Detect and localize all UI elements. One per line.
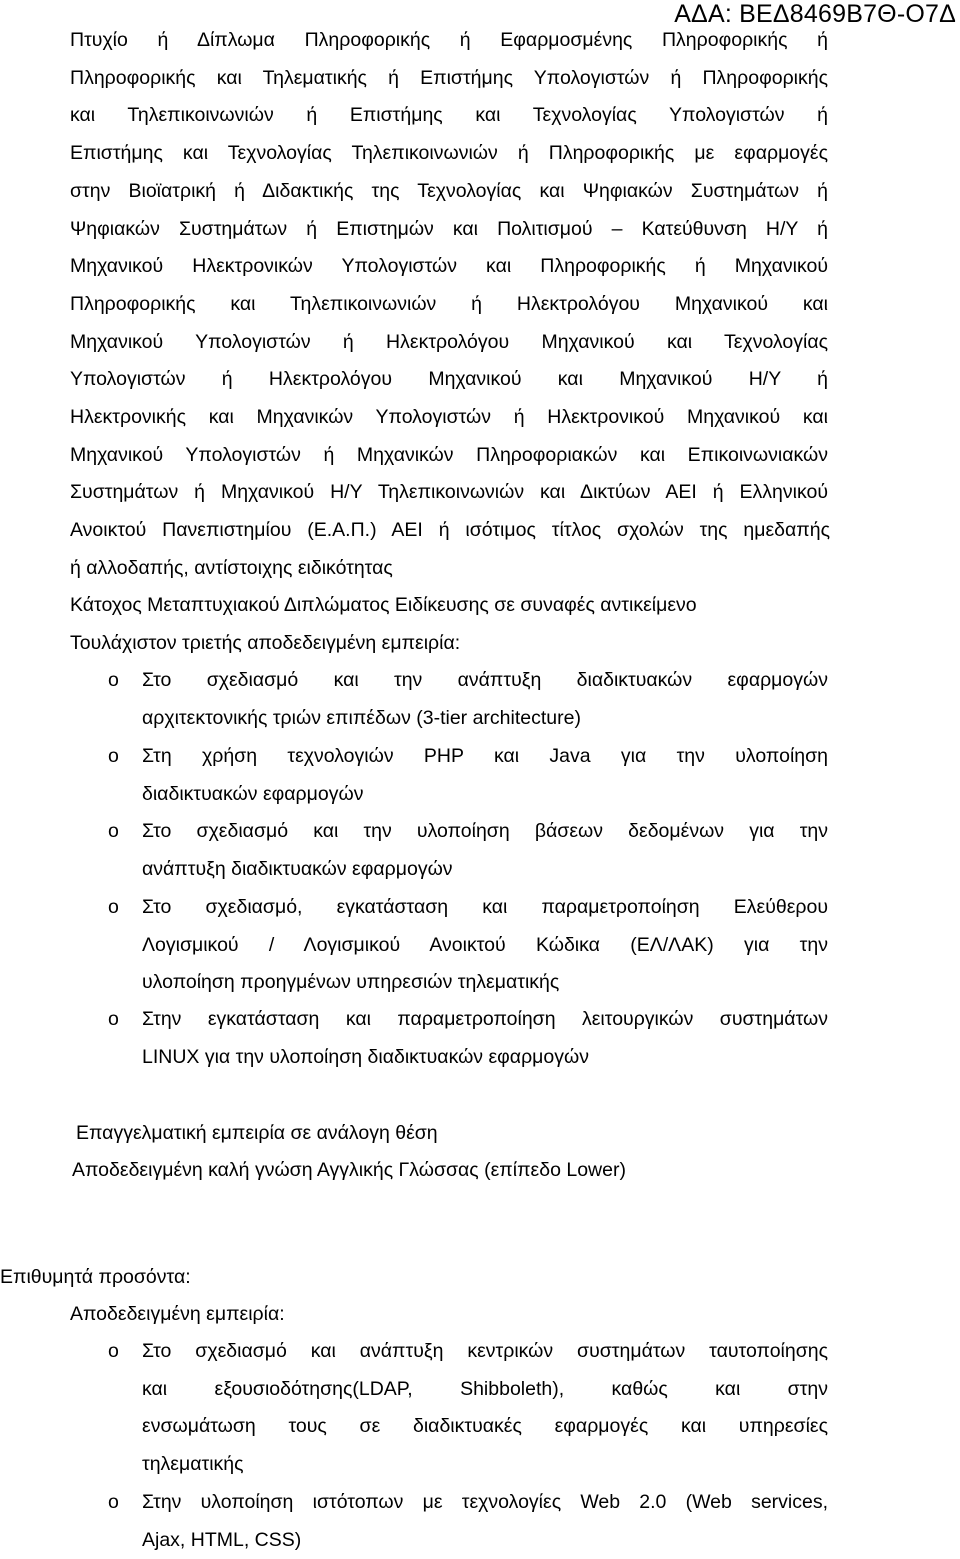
experience-item [108,813,828,889]
paragraph-line: ή αλλοδαπής, αντίστοιχης ειδικότητας [70,556,393,579]
item-line: Στην εγκατάσταση και παραμετροποίηση λειτουργικών συστημάτων [142,1008,828,1030]
bullet-mark: o [108,1491,119,1513]
desired-experience-heading: Αποδεδειγμένη εμπειρία: [70,1303,285,1325]
masters-requirement: Κάτοχος Μεταπτυχιακού Διπλώματος Ειδίκευσης σε συναφές αντικείμενο [70,594,697,616]
paragraph-line: Πληροφορικής και Τηλεματικής ή Επιστήμης Υπολογιστών ή Πληροφορικής [70,66,828,89]
item-line: Στο σχεδιασμό και την ανάπτυξη διαδικτυακών εφαρμογών [142,669,828,691]
item-line: LINUX για την υλοποίηση διαδικτυακών εφαρμογών [142,1045,589,1068]
paragraph-line: Ψηφιακών Συστημάτων ή Επιστημών και Πολιτισμού – Κατεύθυνση Η/Υ ή [70,217,828,240]
item-line: ανάπτυξη διαδικτυακών εφαρμογών [142,857,453,880]
item-line: Στην υλοποίηση ιστότοπων με τεχνολογίες Web 2.0 (Web services, [142,1491,828,1513]
item-line: ενσωμάτωση τους σε διαδικτυακές εφαρμογές και υπηρεσίες [142,1415,828,1438]
experience-item [108,1001,828,1077]
item-line: Στο σχεδιασμό και την υλοποίηση βάσεων δεδομένων για την [142,820,828,842]
bullet-mark: o [108,745,119,767]
paragraph-line: Ανοικτού Πανεπιστημίου (Ε.Α.Π.) ΑΕΙ ή ισότιμος τίτλος σχολών της ημεδαπής [70,519,830,542]
desired-item [108,1333,828,1485]
paragraph-line: Μηχανικού Ηλεκτρονικών Υπολογιστών και Πληροφορικής ή Μηχανικού [70,255,828,278]
item-line: Στο σχεδιασμό και ανάπτυξη κεντρικών συστημάτων ταυτοποίησης [142,1340,828,1362]
paragraph-line: Ηλεκτρονικής και Μηχανικών Υπολογιστών ή Ηλεκτρονικού Μηχανικού και [70,406,828,429]
bullet-mark: o [108,896,119,918]
desired-heading: Επιθυμητά προσόντα: [0,1266,191,1288]
professional-experience: Επαγγελματική εμπειρία σε ανάλογη θέση [76,1122,438,1144]
bullet-mark: o [108,1008,119,1030]
item-line: Στη χρήση τεχνολογιών PHP και Java για την υλοποίηση [142,745,828,767]
paragraph-line: και Τηλεπικοινωνιών ή Επιστήμης και Τεχνολογίας Υπολογιστών ή [70,104,828,127]
item-line: Λογισμικού / Λογισμικού Ανοικτού Κώδικα (ΕΛ/ΛΑΚ) για την [142,933,828,956]
paragraph-line: Μηχανικού Υπολογιστών ή Ηλεκτρολόγου Μηχανικού και Τεχνολογίας [70,330,828,353]
experience-item [108,889,828,1003]
paragraph-line: Μηχανικού Υπολογιστών ή Μηχανικών Πληροφοριακών και Επικοινωνιακών [70,443,828,466]
paragraph-line: στην Βιοϊατρική ή Διδακτικής της Τεχνολογίας και Ψηφιακών Συστημάτων ή [70,179,828,202]
experience-item [108,662,828,738]
paragraph-line: Πτυχίο ή Δίπλωμα Πληροφορικής ή Εφαρμοσμένης Πληροφορικής ή [70,29,828,51]
desired-item [108,1484,828,1554]
paragraph-line: Συστημάτων ή Μηχανικού Η/Υ Τηλεπικοινωνιών και Δικτύων ΑΕΙ ή Ελληνικού [70,481,828,504]
bullet-mark: o [108,820,119,842]
item-line: υλοποίηση προηγμένων υπηρεσιών τηλεματικής [142,971,560,994]
item-line: διαδικτυακών εφαρμογών [142,782,364,805]
paragraph-line: Υπολογιστών ή Ηλεκτρολόγου Μηχανικού και Μηχανικού Η/Υ ή [70,368,828,391]
item-line: τηλεματικής [142,1453,244,1476]
item-line: αρχιτεκτονικής τριών επιπέδων (3-tier architecture) [142,706,581,729]
item-line: Ajax, HTML, CSS) [142,1528,302,1551]
degree-requirements-paragraph [70,22,828,588]
item-line: και εξουσιοδότησης(LDAP, Shibboleth), καθώς και στην [142,1377,828,1400]
experience-item [108,738,828,814]
ada-code: ΑΔΑ: ΒΕΔ8469Β7Θ-Ο7Δ [674,0,956,28]
english-requirement: Αποδεδειγμένη καλή γνώση Αγγλικής Γλώσσας (επίπεδο Lower) [72,1159,626,1181]
paragraph-line: Πληροφορικής και Τηλεπικοινωνιών ή Ηλεκτρολόγου Μηχανικού και [70,292,828,315]
item-line: Στο σχεδιασμό, εγκατάσταση και παραμετροποίηση Ελεύθερου [142,896,828,918]
bullet-mark: o [108,669,119,691]
paragraph-line: Επιστήμης και Τεχνολογίας Τηλεπικοινωνιών ή Πληροφορικής με εφαρμογές [70,142,828,165]
bullet-mark: o [108,1340,119,1362]
experience-heading: Τουλάχιστον τριετής αποδεδειγμένη εμπειρία: [70,632,461,654]
